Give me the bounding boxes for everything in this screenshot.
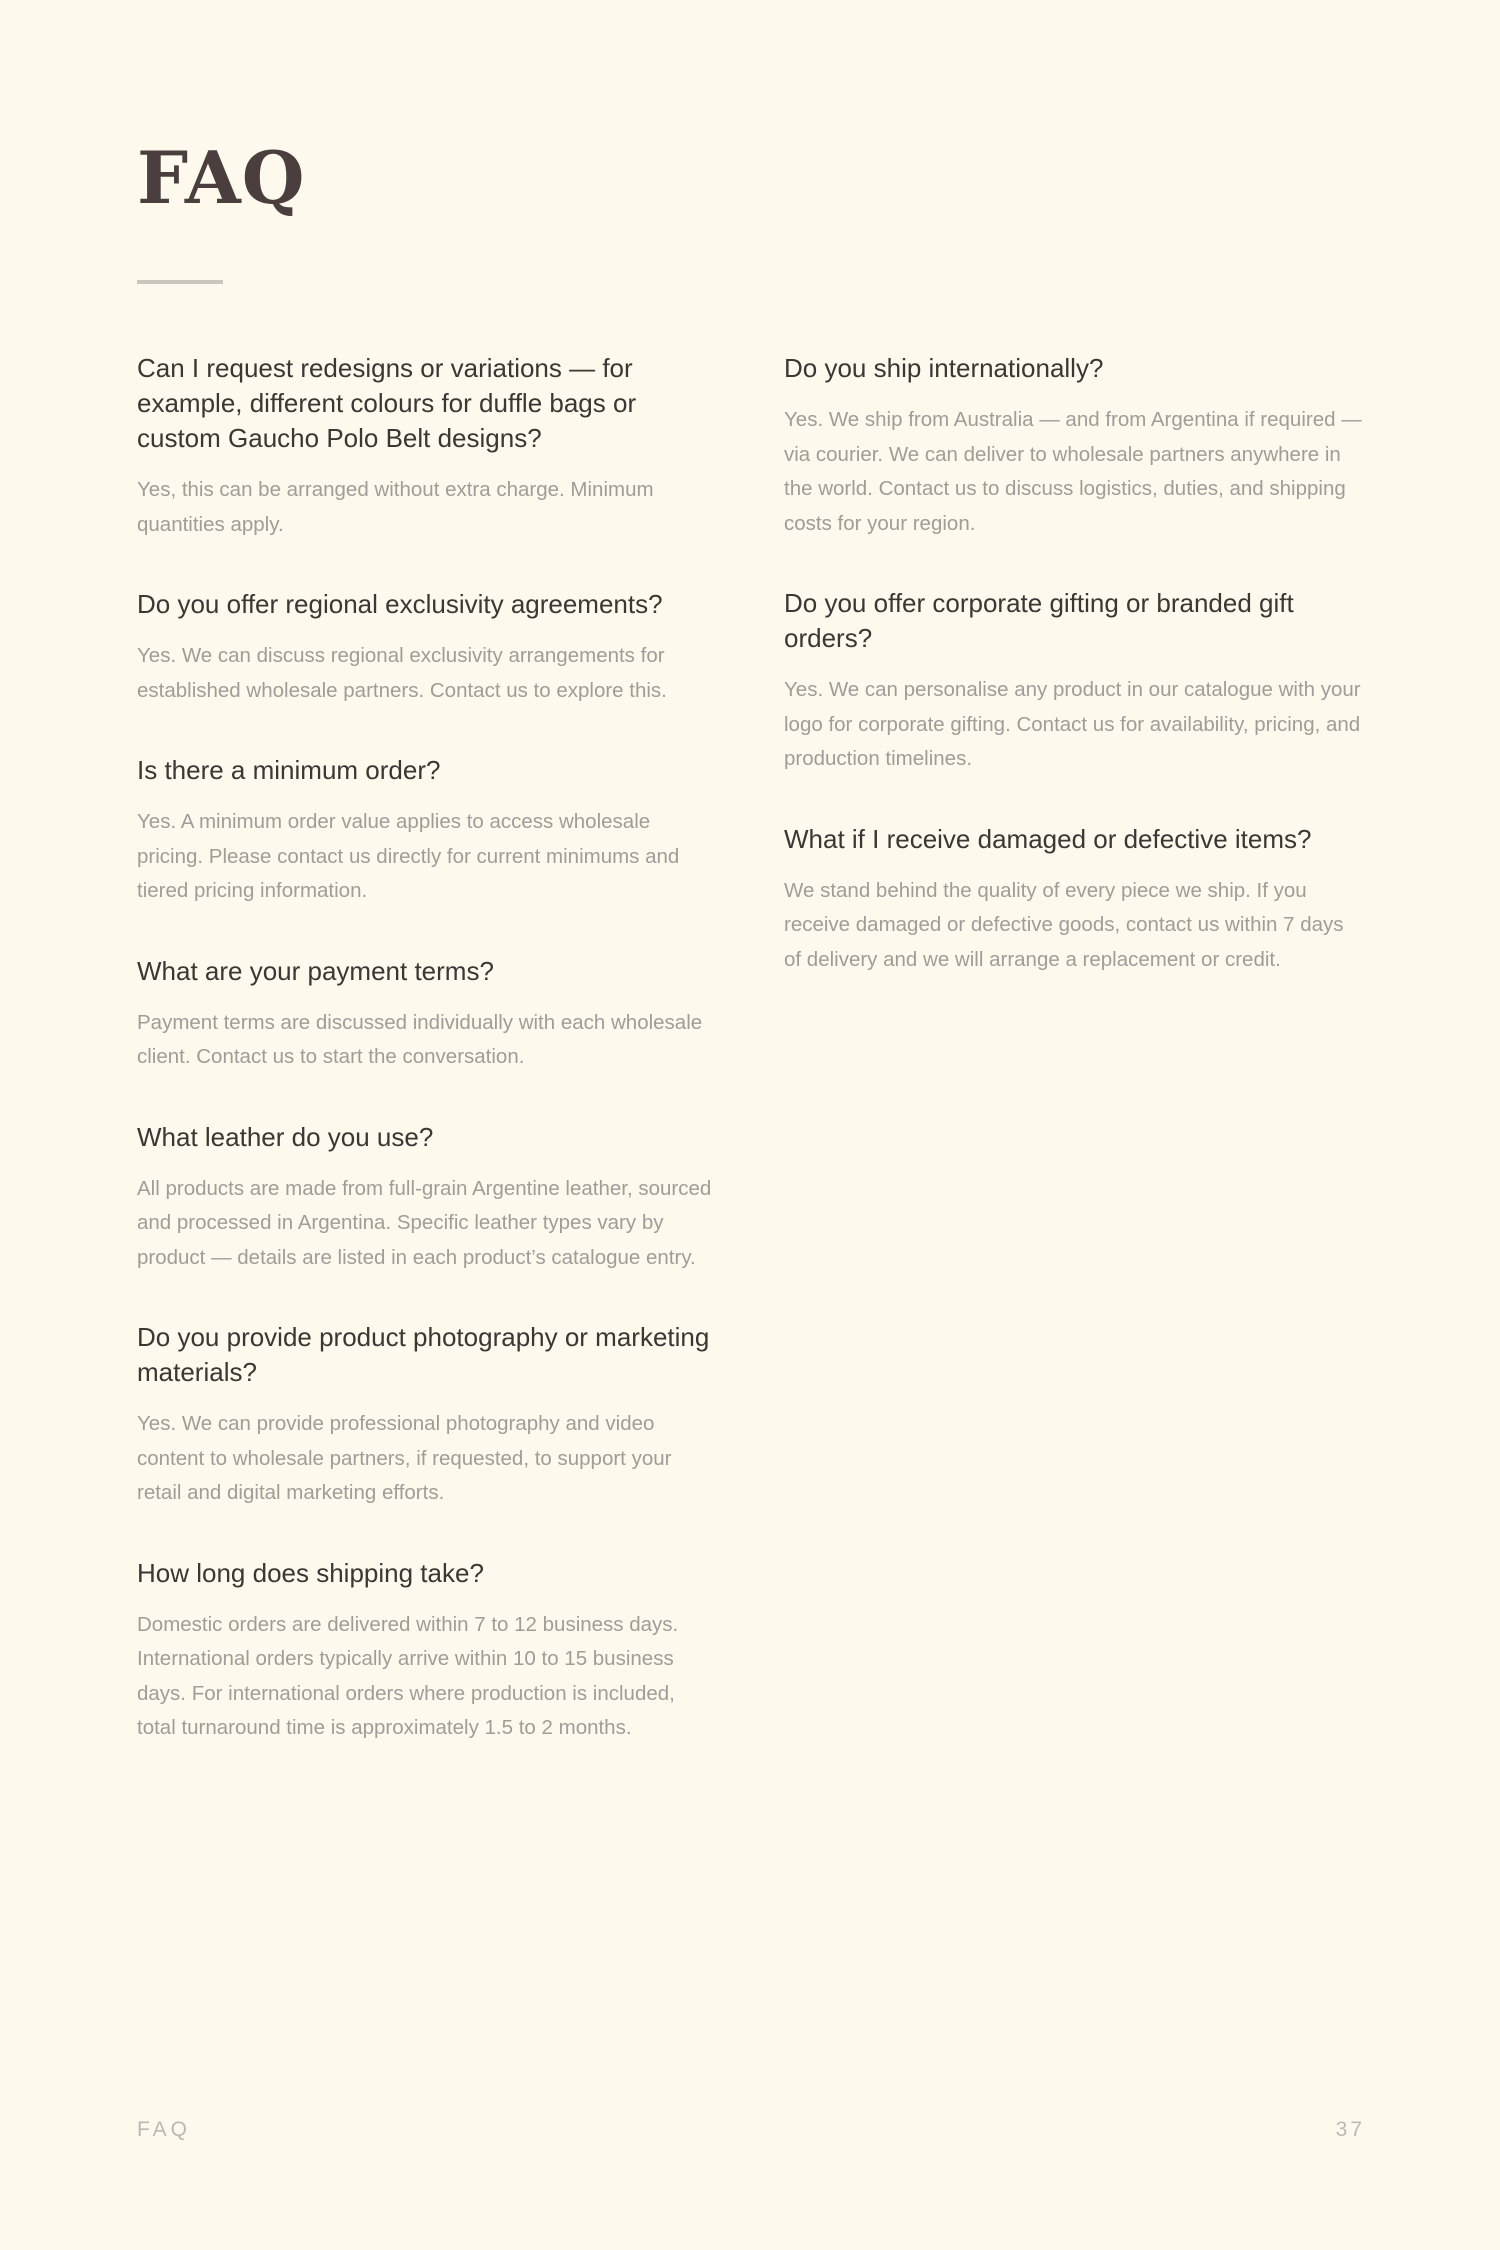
- faq-answer: Payment terms are discussed individually with each wholesale client. Contact us to start the conversation.: [137, 1010, 703, 1068]
- faq-question: What leather do you use?: [137, 1121, 434, 1152]
- faq-question: What if I receive damaged or defective items?: [784, 823, 1312, 854]
- faq-answer: We stand behind the quality of every piece we ship. If you receive damaged or defective goods, contact us within 7 days of delivery and we will arrange a replacement or credit.: [784, 878, 1344, 971]
- faq-question: What are your payment terms?: [137, 955, 494, 986]
- faq-item: [137, 351, 717, 542]
- page-title: FAQ: [137, 135, 306, 220]
- faq-answer: Yes, this can be arranged without extra charge. Minimum quantities apply.: [137, 478, 654, 536]
- faq-answer: Yes. We can personalise any product in our catalogue with your logo for corporate gifting. Contact us for availability, pricing, and production timelines.: [784, 678, 1361, 770]
- faq-question: How long does shipping take?: [137, 1557, 484, 1588]
- faq-question: Is there a minimum order?: [137, 755, 441, 785]
- faq-question: Do you offer regional exclusivity agreements?: [137, 589, 663, 619]
- faq-item: [137, 587, 717, 708]
- faq-item: [137, 954, 717, 1075]
- faq-column-left: [137, 351, 717, 1791]
- faq-item: [137, 1320, 717, 1511]
- faq-item: [784, 586, 1364, 777]
- faq-item: [784, 822, 1364, 978]
- faq-question: Do you provide product photography or marketing materials?: [137, 1322, 710, 1387]
- faq-answer: Yes. We ship from Australia — and from Argentina if required — via courier. We can deliver to wholesale partners anywhere in the world. Contact us to discuss logistics, duties, and shipping costs for your region.: [784, 408, 1362, 535]
- faq-question: Can I request redesigns or variations — for example, different colours for duffle bags or custom Gaucho Polo Belt designs?: [137, 353, 637, 453]
- faq-item: [784, 351, 1364, 541]
- faq-item: [137, 1556, 717, 1746]
- faq-column-right: [784, 351, 1364, 1022]
- faq-answer: All products are made from full-grain Argentine leather, sourced and processed in Argentina. Specific leather types vary by product — details are listed in each product’s catalogue entry.: [137, 1176, 712, 1269]
- faq-question: Do you offer corporate gifting or branded gift orders?: [784, 588, 1294, 653]
- faq-item: [137, 1120, 717, 1276]
- faq-answer: Yes. We can provide professional photography and video content to wholesale partners, if requested, to support your retail and digital marketing efforts.: [137, 1412, 672, 1504]
- faq-answer: Domestic orders are delivered within 7 to 12 business days. International orders typically arrive within 10 to 15 business days. For international orders where production is included, total turnaround time is approximately 1.5 to 2 months.: [137, 1612, 679, 1739]
- title-divider: [137, 280, 223, 284]
- faq-answer: Yes. We can discuss regional exclusivity arrangements for established wholesale partners. Contact us to explore this.: [137, 644, 667, 702]
- footer-section-label: FAQ: [137, 2118, 192, 2141]
- page-number: 37: [1335, 2118, 1365, 2141]
- faq-item: [137, 753, 717, 909]
- faq-question: Do you ship internationally?: [784, 353, 1104, 383]
- faq-answer: Yes. A minimum order value applies to access wholesale pricing. Please contact us directly for current minimums and tiered pricing information.: [137, 810, 680, 902]
